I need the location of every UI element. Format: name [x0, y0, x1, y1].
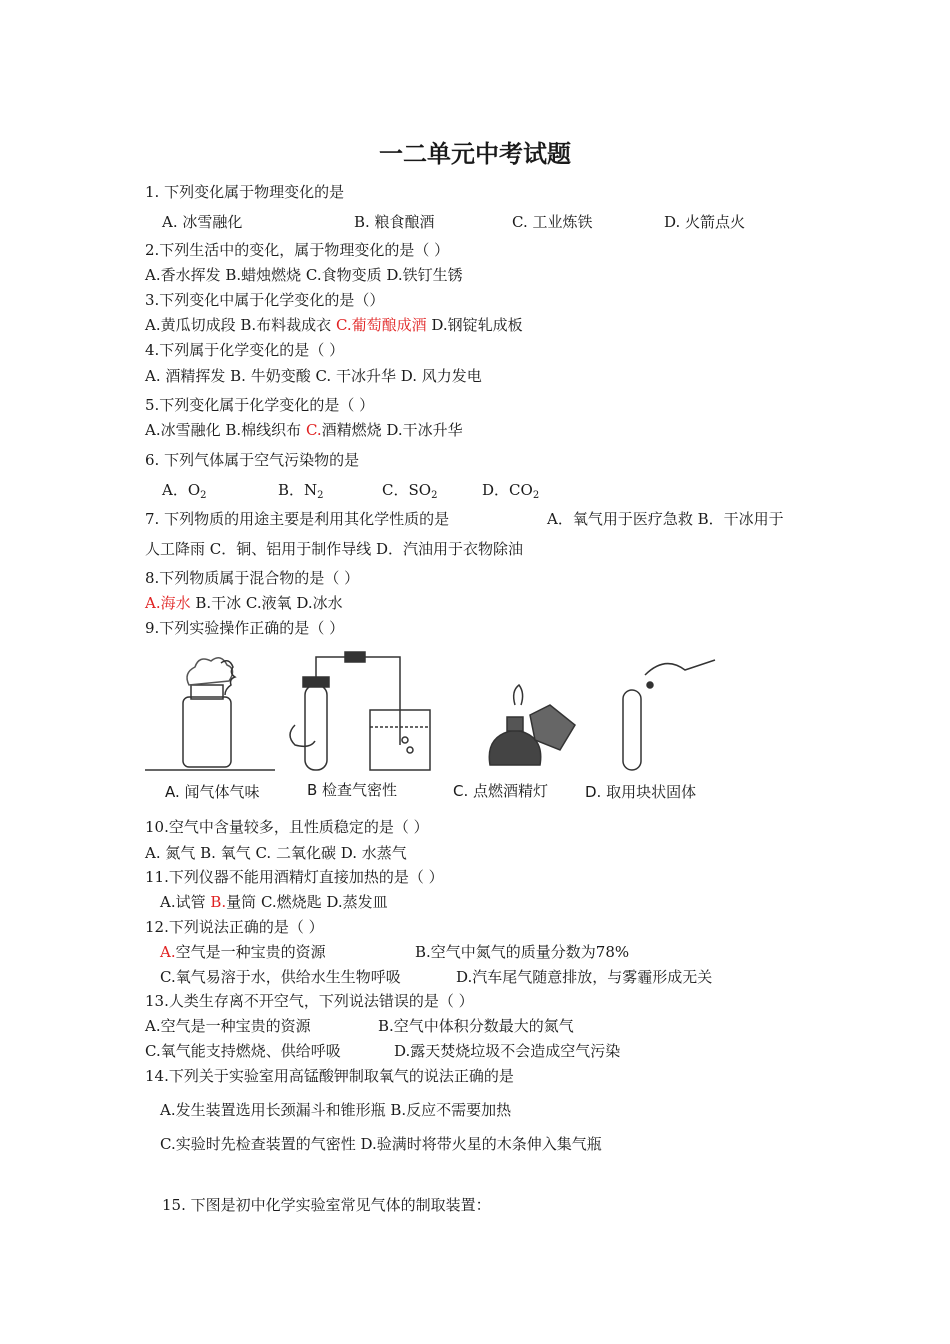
figure-caption-c: C. 点燃酒精灯 [453, 782, 549, 800]
option-c-subscript: 2 [431, 490, 438, 501]
question-6-option-d [482, 480, 539, 506]
solid-reagent-illustration [623, 660, 715, 770]
question-13-option-b: B.空气中体积分数最大的氮气 [378, 1017, 574, 1035]
question-2-stem: 2.下列生活中的变化，属于物理变化的是（ ） [145, 241, 450, 259]
question-6-option-c [382, 480, 437, 506]
question-3-stem: 3.下列变化中属于化学变化的是（） [145, 291, 385, 309]
question-8-stem: 8.下列物质属于混合物的是（ ） [145, 569, 360, 587]
question-10-options: A. 氮气 B. 氧气 C. 二氧化碳 D. 水蒸气 [145, 844, 407, 862]
question-5-options-pre: A.冰雪融化 B.棉线织布 [145, 421, 306, 439]
question-10-stem: 10.空气中含量较多，且性质稳定的是（ ） [145, 818, 429, 836]
question-1-option-d: D. 火箭点火 [664, 213, 746, 231]
question-11-options-pre: A.试管 [160, 893, 211, 911]
question-2-options: A.香水挥发 B.蜡烛燃烧 C.食物变质 D.铁钉生锈 [145, 266, 463, 284]
question-13-option-c: C.氧气能支持燃烧、供给呼吸 [145, 1042, 341, 1060]
option-a-subscript: 2 [200, 490, 207, 501]
option-b-text: B．N [278, 481, 318, 499]
question-14-options-ab: A.发生装置选用长颈漏斗和锥形瓶 B.反应不需要加热 [160, 1101, 512, 1119]
question-11-answer: B. [210, 893, 227, 911]
question-12-option-d: D.汽车尾气随意排放，与雾霾形成无关 [456, 968, 713, 986]
question-14-stem: 14.下列关于实验室用高锰酸钾制取氧气的说法正确的是 [145, 1067, 514, 1085]
question-5-options [145, 420, 463, 440]
question-4-stem: 4.下列属于化学变化的是（ ） [145, 341, 345, 359]
question-1-option-c: C. 工业炼铁 [512, 213, 593, 231]
question-8-answer: A.海水 [145, 594, 191, 612]
question-12-option-b: B.空气中氮气的质量分数为78% [415, 943, 630, 961]
question-11-stem: 11.下列仪器不能用酒精灯直接加热的是（ ） [145, 868, 444, 886]
question-7-options-line2: 人工降雨 C．铜、铝用于制作导线 D．汽油用于衣物除油 [145, 540, 524, 558]
question-4-options: A. 酒精挥发 B. 牛奶变酸 C. 干冰升华 D. 风力发电 [145, 367, 482, 385]
option-d-text: D．CO [482, 481, 533, 499]
question-5-answer: C. [305, 421, 322, 439]
option-d-subscript: 2 [532, 490, 540, 501]
question-7-stem: 7. 下列物质的用途主要是利用其化学性质的是 [145, 510, 450, 528]
question-8-options-post: B.干冰 C.液氧 D.冰水 [190, 594, 343, 612]
airtightness-illustration [290, 652, 430, 770]
question-6-option-a [162, 480, 207, 506]
question-1-stem: 1. 下列变化属于物理变化的是 [145, 183, 345, 201]
figure-caption-d: D. 取用块状固体 [585, 783, 697, 801]
question-3-answer: C.葡萄酿成酒 [335, 316, 427, 334]
question-13-option-a: A.空气是一种宝贵的资源 [145, 1017, 311, 1035]
question-15-stem: 15. 下图是初中化学实验室常见气体的制取装置： [162, 1196, 491, 1214]
question-13-option-d: D.露天焚烧垃圾不会造成空气污染 [394, 1042, 621, 1060]
question-1-option-b: B. 粮食酿酒 [354, 213, 435, 231]
smell-gas-illustration [145, 658, 275, 770]
option-c-text: C．SO [382, 481, 432, 499]
question-11-options-post: 量筒 C.燃烧匙 D.蒸发皿 [226, 893, 388, 911]
alcohol-lamp-illustration [489, 685, 575, 765]
experiment-illustrations [145, 645, 725, 775]
question-7-options-line1: A．氧气用于医疗急救 B．干冰用于 [547, 510, 784, 528]
figure-caption-a: A. 闻气体气味 [165, 783, 260, 801]
question-8-options [145, 593, 343, 613]
question-5-stem: 5.下列变化属于化学变化的是（ ） [145, 396, 375, 414]
experiment-figures [145, 645, 725, 805]
question-6-stem: 6. 下列气体属于空气污染物的是 [145, 451, 360, 469]
question-3-options-pre: A.黄瓜切成段 B.布料裁成衣 [145, 316, 336, 334]
question-9-stem: 9.下列实验操作正确的是（ ） [145, 619, 345, 637]
question-12-stem: 12.下列说法正确的是（ ） [145, 918, 324, 936]
option-a-text: A．O [162, 481, 201, 499]
question-5-options-post: 酒精燃烧 D.干冰升华 [321, 421, 463, 439]
option-b-subscript: 2 [317, 490, 324, 501]
question-12-option-a-text: 空气是一种宝贵的资源 [175, 943, 326, 961]
question-3-options-post: D.钢锭轧成板 [426, 316, 523, 334]
figure-caption-b: B 检查气密性 [307, 781, 398, 799]
question-12-option-c: C.氧气易溶于水，供给水生生物呼吸 [160, 968, 401, 986]
question-14-options-cd: C.实验时先检查装置的气密性 D.验满时将带火星的木条伸入集气瓶 [160, 1135, 602, 1153]
question-13-stem: 13.人类生存离不开空气，下列说法错误的是（ ） [145, 992, 474, 1010]
question-1-option-a: A. 冰雪融化 [162, 213, 243, 231]
page-title: 一二单元中考试题 [379, 140, 571, 168]
question-11-options [160, 892, 388, 912]
question-12-answer: A. [160, 943, 176, 961]
question-12-option-a [160, 942, 326, 962]
question-6-option-b [278, 480, 324, 506]
question-3-options [145, 315, 523, 335]
